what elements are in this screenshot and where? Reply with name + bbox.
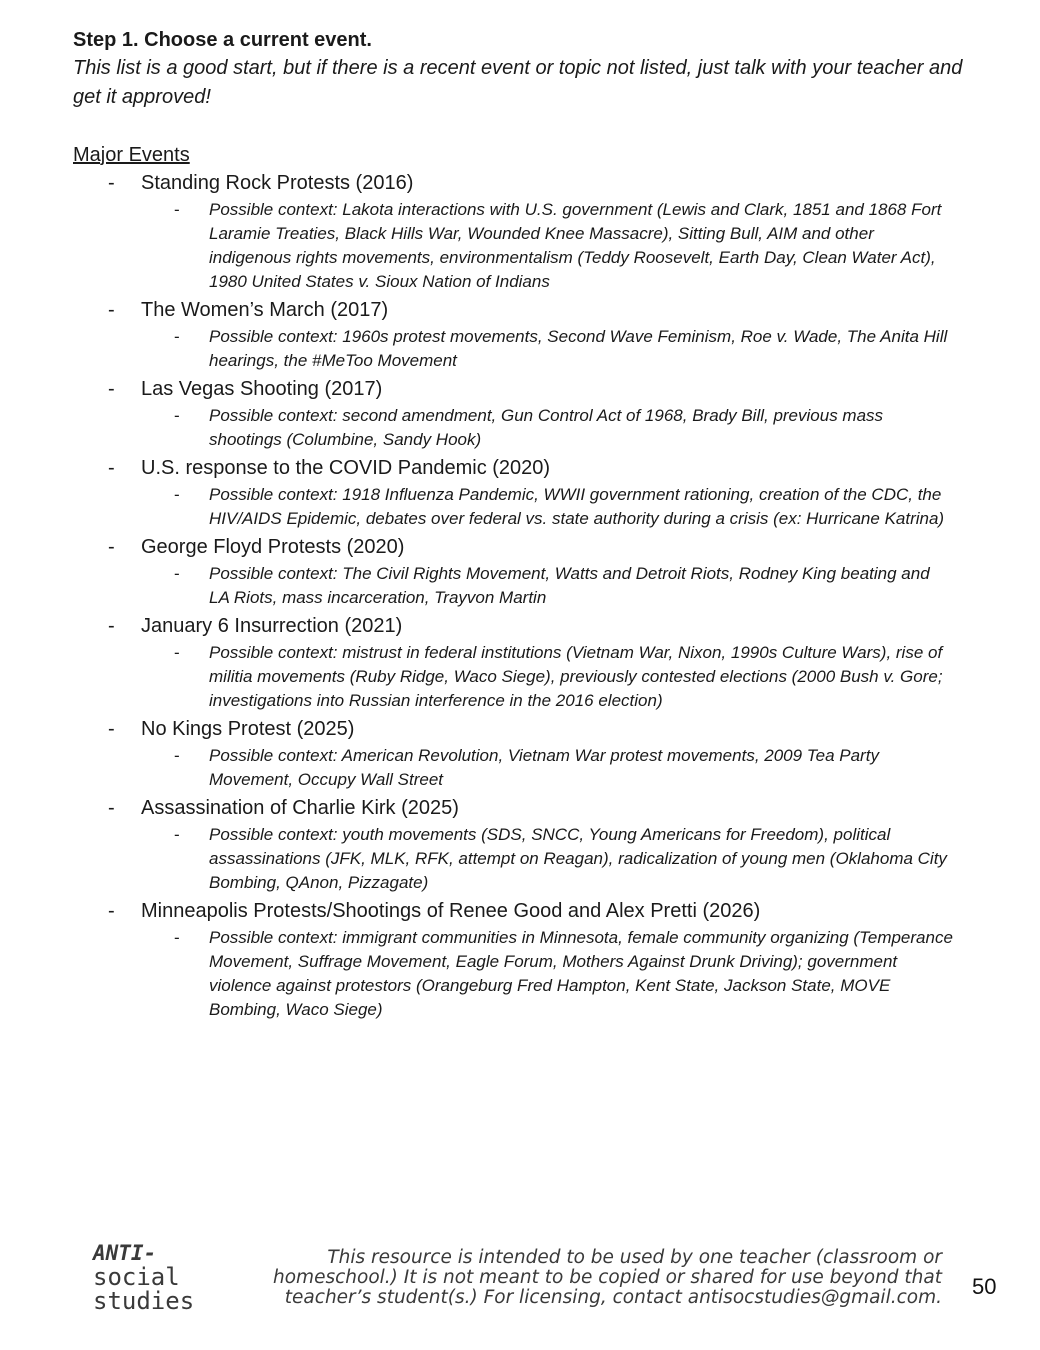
event-item bbox=[73, 612, 963, 713]
context-item bbox=[141, 404, 963, 452]
context-item bbox=[141, 823, 963, 895]
event-name: Las Vegas Shooting (2017) bbox=[141, 378, 383, 400]
event-item bbox=[73, 454, 963, 531]
brand-logo bbox=[93, 1241, 194, 1313]
context-list bbox=[141, 562, 963, 610]
event-item bbox=[73, 375, 963, 452]
step-intro: This list is a good start, but if there is a recent event or topic not listed, just talk with your teacher and get it approved! bbox=[73, 57, 963, 108]
context-text: Possible context: second amendment, Gun Control Act of 1968, Brady Bill, previous mass shootings (Columbine, Sandy Hook) bbox=[209, 406, 884, 449]
event-item bbox=[73, 794, 963, 895]
events-list bbox=[73, 169, 963, 1022]
event-name: January 6 Insurrection (2021) bbox=[141, 615, 403, 637]
context-item bbox=[141, 744, 963, 792]
event-item bbox=[73, 533, 963, 610]
bullet-dash: - bbox=[108, 797, 115, 819]
license-note: This resource is intended to be used by one teacher (classroom or homeschool.) It is not meant to be copied or shared for use beyond that teacher’s student(s.) For licensing, contact antisocstudies@gmail.com. bbox=[273, 1247, 942, 1308]
event-item bbox=[73, 296, 963, 373]
logo-line-1: ANTI- bbox=[93, 1241, 157, 1265]
context-list bbox=[141, 744, 963, 792]
bullet-dash: - bbox=[108, 378, 115, 400]
bullet-dash: - bbox=[108, 536, 115, 558]
worksheet-page bbox=[73, 26, 963, 1024]
event-name: Assassination of Charlie Kirk (2025) bbox=[141, 797, 459, 819]
context-text: Possible context: The Civil Rights Movement, Watts and Detroit Riots, Rodney King beating and LA Riots, mass incarceration, Trayvon Martin bbox=[209, 564, 930, 607]
page-number: 50 bbox=[972, 1274, 997, 1299]
context-item bbox=[141, 198, 963, 294]
context-list bbox=[141, 641, 963, 713]
event-item bbox=[73, 897, 963, 1022]
bullet-dash: - bbox=[174, 564, 180, 583]
bullet-dash: - bbox=[174, 485, 180, 504]
logo-line-2: social bbox=[93, 1263, 180, 1291]
context-text: Possible context: 1918 Influenza Pandemic, WWII government rationing, creation of the CDC, the HIV/AIDS Epidemic, debates over federal vs. state authority during a crisis (ex: Hurricane Katrina) bbox=[209, 485, 945, 528]
context-text: Possible context: 1960s protest movements, Second Wave Feminism, Roe v. Wade, The Anita Hill hearings, the #MeToo Movement bbox=[209, 327, 948, 370]
event-name: No Kings Protest (2025) bbox=[141, 718, 355, 740]
bullet-dash: - bbox=[108, 615, 115, 637]
event-name: George Floyd Protests (2020) bbox=[141, 536, 405, 558]
context-item bbox=[141, 641, 963, 713]
context-list bbox=[141, 823, 963, 895]
context-text: Possible context: youth movements (SDS, SNCC, Young Americans for Freedom), political assassinations (JFK, MLK, RFK, attempt on Reagan), radicalization of young men (Oklahoma City Bombing, QAnon, Pizzagate) bbox=[209, 825, 947, 892]
bullet-dash: - bbox=[174, 825, 180, 844]
bullet-dash: - bbox=[108, 299, 115, 321]
context-item bbox=[141, 325, 963, 373]
context-text: Possible context: Lakota interactions with U.S. government (Lewis and Clark, 1851 and 1868 Fort Laramie Treaties, Black Hills War, Wounded Knee Massacre), Sitting Bull, AIM and other indigenous rights movements, environmentalism (Teddy Roosevelt, Earth Day, Clean Water Act), 1980 United States v. Sioux Nation of Indians bbox=[209, 200, 942, 291]
bullet-dash: - bbox=[108, 718, 115, 740]
context-item bbox=[141, 483, 963, 531]
context-list bbox=[141, 198, 963, 294]
context-list bbox=[141, 325, 963, 373]
bullet-dash: - bbox=[174, 928, 180, 947]
context-text: Possible context: American Revolution, Vietnam War protest movements, 2009 Tea Party Movement, Occupy Wall Street bbox=[209, 746, 879, 789]
bullet-dash: - bbox=[108, 457, 115, 479]
bullet-dash: - bbox=[108, 172, 115, 194]
bullet-dash: - bbox=[174, 200, 180, 219]
bullet-dash: - bbox=[174, 327, 180, 346]
event-name: Standing Rock Protests (2016) bbox=[141, 172, 414, 194]
bullet-dash: - bbox=[174, 643, 180, 662]
context-list bbox=[141, 483, 963, 531]
step-title: Step 1. Choose a current event. bbox=[73, 29, 372, 51]
context-list bbox=[141, 926, 963, 1022]
context-item bbox=[141, 562, 963, 610]
logo-line-3: studies bbox=[93, 1287, 195, 1315]
event-name: U.S. response to the COVID Pandemic (2020) bbox=[141, 457, 551, 479]
section-heading: Major Events bbox=[73, 144, 190, 166]
event-item bbox=[73, 169, 963, 294]
event-name: Minneapolis Protests/Shootings of Renee Good and Alex Pretti (2026) bbox=[141, 900, 761, 922]
event-name: The Women’s March (2017) bbox=[141, 299, 389, 321]
bullet-dash: - bbox=[174, 406, 180, 425]
bullet-dash: - bbox=[174, 746, 180, 765]
context-text: Possible context: mistrust in federal institutions (Vietnam War, Nixon, 1990s Culture Wars), rise of militia movements (Ruby Ridge, Waco Siege), previously contested elections (2000 Bush v. Gore; investigations into Russian interference in the 2016 election) bbox=[209, 643, 943, 710]
context-list bbox=[141, 404, 963, 452]
context-item bbox=[141, 926, 963, 1022]
event-item bbox=[73, 715, 963, 792]
bullet-dash: - bbox=[108, 900, 115, 922]
context-text: Possible context: immigrant communities in Minnesota, female community organizing (Temperance Movement, Suffrage Movement, Eagle Forum, Mothers Against Drunk Driving); government violence against protestors (Orangeburg Fred Hampton, Kent State, Jackson State, MOVE Bombing, Waco Siege) bbox=[209, 928, 953, 1019]
